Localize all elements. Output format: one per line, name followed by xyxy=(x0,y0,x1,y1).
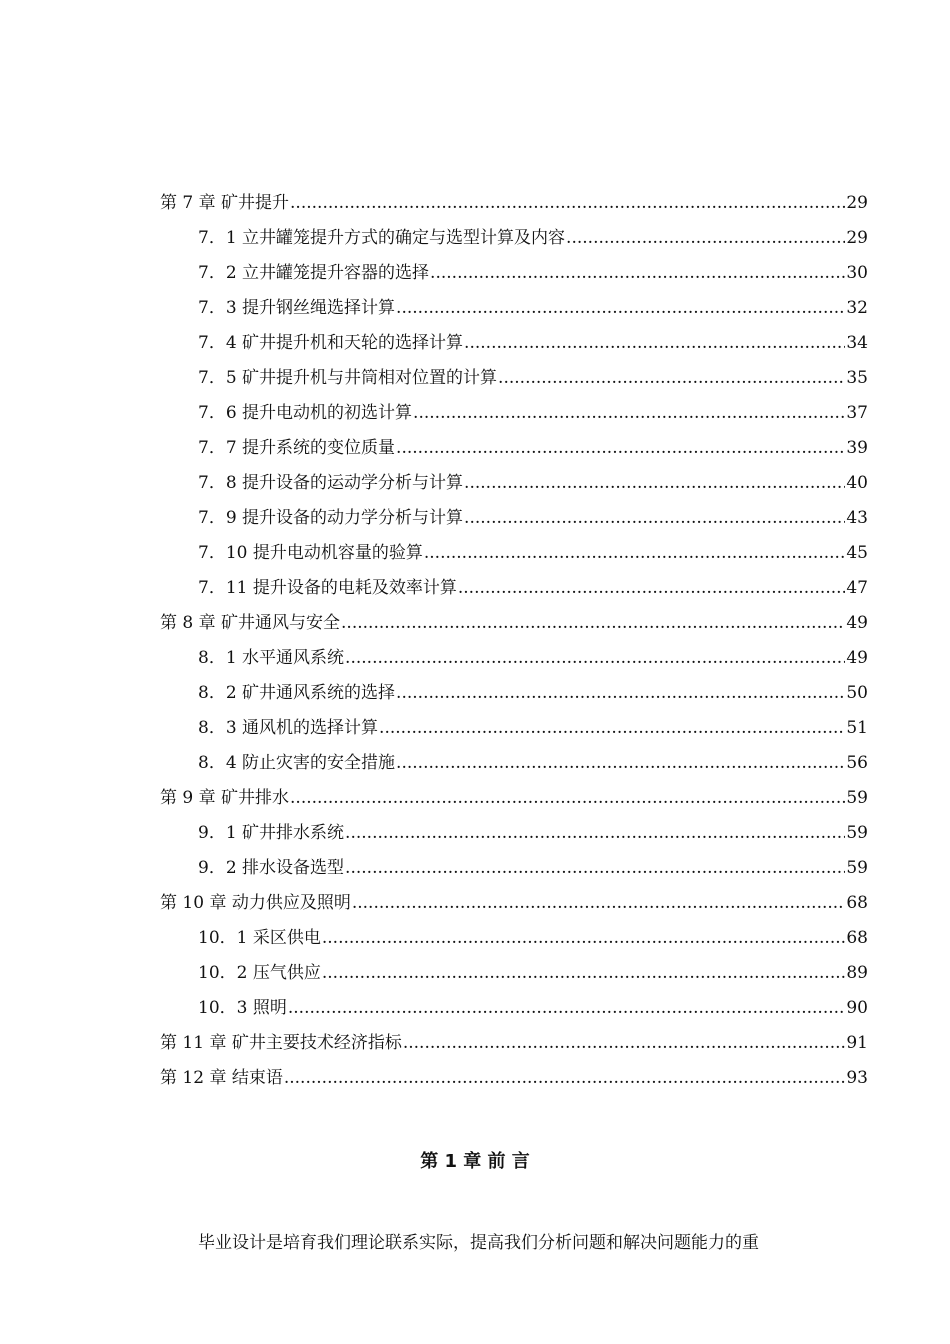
toc-leader-dots xyxy=(498,368,845,388)
toc-page-number: 40 xyxy=(846,473,868,493)
toc-leader-dots xyxy=(345,648,845,668)
toc-entry-label: 7．1 立井罐笼提升方式的确定与选型计算及内容 xyxy=(198,228,566,248)
toc-page-number: 90 xyxy=(846,998,868,1018)
toc-section-entry[interactable] xyxy=(160,503,868,538)
toc-page-number: 59 xyxy=(846,788,868,808)
toc-section-entry[interactable] xyxy=(160,573,868,608)
toc-entry-label: 7．5 矿井提升机与井筒相对位置的计算 xyxy=(198,368,498,388)
toc-section-entry[interactable] xyxy=(160,363,868,398)
toc-section-entry[interactable] xyxy=(160,538,868,573)
toc-page-number: 32 xyxy=(846,298,868,318)
toc-entry-label: 8．4 防止灾害的安全措施 xyxy=(198,753,396,773)
chapter-heading: 第 1 章 前 言 xyxy=(420,1151,530,1172)
toc-page-number: 30 xyxy=(846,263,868,283)
toc-page-number: 89 xyxy=(846,963,868,983)
toc-leader-dots xyxy=(430,263,845,283)
body-paragraph: 毕业设计是培育我们理论联系实际，提高我们分析问题和解决问题能力的重 xyxy=(198,1233,759,1253)
toc-section-entry[interactable] xyxy=(160,993,868,1028)
toc-leader-dots xyxy=(284,1068,846,1088)
toc-section-entry[interactable] xyxy=(160,433,868,468)
toc-leader-dots xyxy=(403,1033,846,1053)
toc-entry-label: 7．6 提升电动机的初选计算 xyxy=(198,403,413,423)
toc-entry-label: 7．9 提升设备的动力学分析与计算 xyxy=(198,508,464,528)
toc-leader-dots xyxy=(345,858,845,878)
toc-entry-label: 7．2 立井罐笼提升容器的选择 xyxy=(198,263,430,283)
toc-entry-label: 8．1 水平通风系统 xyxy=(198,648,345,668)
toc-chapter-entry[interactable] xyxy=(160,188,868,223)
toc-leader-dots xyxy=(379,718,845,738)
toc-section-entry[interactable] xyxy=(160,748,868,783)
toc-section-entry[interactable] xyxy=(160,818,868,853)
toc-leader-dots xyxy=(345,823,845,843)
toc-entry-label: 9．1 矿井排水系统 xyxy=(198,823,345,843)
toc-section-entry[interactable] xyxy=(160,678,868,713)
toc-page-number: 68 xyxy=(846,893,868,913)
toc-leader-dots xyxy=(322,963,846,983)
toc-leader-dots xyxy=(396,438,845,458)
toc-section-entry[interactable] xyxy=(160,958,868,993)
toc-chapter-entry[interactable] xyxy=(160,783,868,818)
toc-entry-label: 10．1 采区供电 xyxy=(198,928,321,948)
toc-entry-label: 7．3 提升钢丝绳选择计算 xyxy=(198,298,396,318)
toc-page-number: 50 xyxy=(846,683,868,703)
toc-entry-label: 第 11 章 矿井主要技术经济指标 xyxy=(160,1033,402,1053)
toc-leader-dots xyxy=(424,543,846,563)
toc-section-entry[interactable] xyxy=(160,923,868,958)
toc-page-number: 68 xyxy=(846,928,868,948)
toc-leader-dots xyxy=(566,228,845,248)
toc-entry-label: 8．2 矿井通风系统的选择 xyxy=(198,683,396,703)
toc-leader-dots xyxy=(458,578,846,598)
toc-page-number: 39 xyxy=(846,438,868,458)
toc-leader-dots xyxy=(464,333,845,353)
toc-leader-dots xyxy=(396,683,845,703)
toc-leader-dots xyxy=(290,193,845,213)
toc-leader-dots xyxy=(464,473,845,493)
toc-entry-label: 第 9 章 矿井排水 xyxy=(160,788,290,808)
toc-page-number: 45 xyxy=(846,543,868,563)
toc-page-number: 29 xyxy=(846,228,868,248)
toc-page-number: 47 xyxy=(846,578,868,598)
toc-chapter-entry[interactable] xyxy=(160,888,868,923)
toc-entry-label: 第 8 章 矿井通风与安全 xyxy=(160,613,341,633)
toc-entry-label: 8．3 通风机的选择计算 xyxy=(198,718,379,738)
toc-section-entry[interactable] xyxy=(160,223,868,258)
toc-leader-dots xyxy=(464,508,845,528)
toc-entry-label: 7．7 提升系统的变位质量 xyxy=(198,438,396,458)
toc-section-entry[interactable] xyxy=(160,853,868,888)
toc-page-number: 93 xyxy=(846,1068,868,1088)
toc-page-number: 51 xyxy=(846,718,868,738)
toc-page-number: 49 xyxy=(846,613,868,633)
toc-entry-label: 7．8 提升设备的运动学分析与计算 xyxy=(198,473,464,493)
toc-section-entry[interactable] xyxy=(160,328,868,363)
toc-page-number: 43 xyxy=(846,508,868,528)
toc-page-number: 37 xyxy=(846,403,868,423)
toc-entry-label: 7．10 提升电动机容量的验算 xyxy=(198,543,423,563)
toc-section-entry[interactable] xyxy=(160,258,868,293)
toc-page-number: 29 xyxy=(846,193,868,213)
toc-entry-label: 10．2 压气供应 xyxy=(198,963,321,983)
toc-page-number: 34 xyxy=(846,333,868,353)
toc-page-number: 91 xyxy=(846,1033,868,1053)
toc-entry-label: 第 7 章 矿井提升 xyxy=(160,193,290,213)
toc-section-entry[interactable] xyxy=(160,713,868,748)
toc-page-number: 56 xyxy=(846,753,868,773)
toc-leader-dots xyxy=(341,613,845,633)
toc-entry-label: 7．4 矿井提升机和天轮的选择计算 xyxy=(198,333,464,353)
toc-leader-dots xyxy=(322,928,846,948)
toc-leader-dots xyxy=(352,893,846,913)
toc-leader-dots xyxy=(288,998,846,1018)
toc-entry-label: 第 10 章 动力供应及照明 xyxy=(160,893,351,913)
toc-section-entry[interactable] xyxy=(160,293,868,328)
toc-chapter-entry[interactable] xyxy=(160,1028,868,1063)
toc-section-entry[interactable] xyxy=(160,468,868,503)
toc-page-number: 59 xyxy=(846,858,868,878)
toc-leader-dots xyxy=(396,298,845,318)
toc-section-entry[interactable] xyxy=(160,398,868,433)
toc-entry-label: 第 12 章 结束语 xyxy=(160,1068,283,1088)
toc-page-number: 35 xyxy=(846,368,868,388)
toc-entry-label: 10．3 照明 xyxy=(198,998,287,1018)
table-of-contents xyxy=(160,188,868,1098)
toc-chapter-entry[interactable] xyxy=(160,1063,868,1098)
toc-page-number: 49 xyxy=(846,648,868,668)
toc-chapter-entry[interactable] xyxy=(160,608,868,643)
toc-leader-dots xyxy=(413,403,845,423)
toc-leader-dots xyxy=(290,788,845,808)
toc-page-number: 59 xyxy=(846,823,868,843)
toc-leader-dots xyxy=(396,753,845,773)
toc-entry-label: 7．11 提升设备的电耗及效率计算 xyxy=(198,578,457,598)
toc-section-entry[interactable] xyxy=(160,643,868,678)
toc-entry-label: 9．2 排水设备选型 xyxy=(198,858,345,878)
